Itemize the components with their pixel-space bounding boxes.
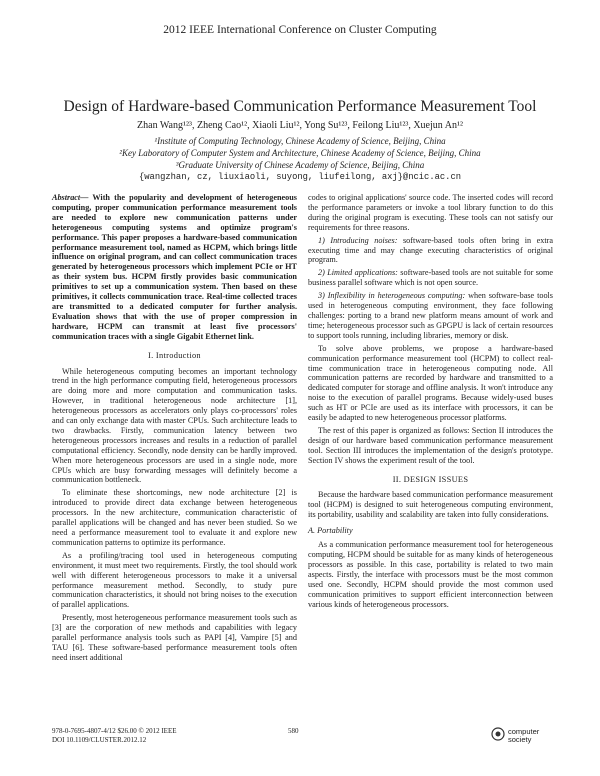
reason-label: 3) Inflexibility in heterogeneous computing: xyxy=(318,291,466,301)
abstract xyxy=(52,193,297,342)
intro-paragraph: Presently, most heterogeneous performance measurement tools such as [3] are the corporation of new methods and capabilities with legacy parallel performance analysis tools such as PAPI [4], Vampire [5] and TAU [6]. These software-based performance measurement tools often need insert additional xyxy=(52,613,297,662)
reason-text: software-based tools often bring in extra executing time and may change executing characteristics of original program. xyxy=(308,235,553,265)
intro-paragraph: As a profiling/tracing tool used in heterogeneous computing environment, it must meet two requirements. Firstly, the tool should work well with different heterogeneous processors to make it a universal performance measurement method. Secondly, to study pure communication characteristics, it should not bring noises to the execution of parallel applications. xyxy=(52,550,297,610)
reason-item xyxy=(308,291,553,341)
author-list: Zhan Wang¹²³, Zheng Cao¹², Xiaoli Liu¹², Yong Su¹²³, Feilong Liu¹²³, Xuejun An¹² xyxy=(137,120,463,131)
body-paragraph: codes to original applications' source code. The inserted codes will record the performance parameters or invoke a tool library function to do this during the original program is executing. These tools can not satisfy our requirements for three reasons. xyxy=(308,193,553,232)
body-paragraph: As a communication performance measurement tool for heterogeneous computing, HCPM should be suitable for as many kinds of heterogeneous processors as possible. In this case, portability is related to two main aspects. Firstly, the interface with processors must be the most common used one. Secondly, HCPM should provide the most common used communication primitives to support efficient interconnection between various kinds of heterogeneous processors. xyxy=(308,540,553,609)
reason-item xyxy=(308,236,553,266)
page-number: 580 xyxy=(288,727,299,735)
paper-title: Design of Hardware-based Communication Performance Measurement Tool xyxy=(63,98,537,115)
subsection-heading-portability: A. Portability xyxy=(308,526,353,536)
affiliation-1: ¹Institute of Computing Technology, Chinese Academy of Science, Beijing, China xyxy=(154,136,446,146)
section-heading-design: II. DESIGN ISSUES xyxy=(392,474,469,484)
affiliation-2: ²Key Laboratory of Computer System and Architecture, Chinese Academy of Science, Beijing, China xyxy=(119,148,481,158)
reason-text: when software-base tools used in heterogeneous computing environment, they face following challenges: porting to a brand new platform means amount of work and time; heterogeneous processor such as GPGPU is lack of certain resources to support tools running, including libraries, memory or disk. xyxy=(308,291,553,340)
abstract-text: With the popularity and development of heterogeneous computing, proper communication performance measurement tools are needed to explore new communication patterns under heterogeneous computing systems and optimize program's performance. This paper proposes a hardware-based communication performance measurement tool, named as HCPM, which brings little influence on original program, and can collect communication traces generated by heterogeneous processors which implement PCIe or HT as their system bus. HCPM firstly provides basic communication primitives to set up a communication system. Then based on these primitives, it collects communication trace. Real-time collected traces are transmitted to a dedicated computer for further analysis. Evaluation shows that with the use of proper compression in hardware, HCPM can transmit at least five processors' communication traces with a single Gigabit Ethernet link. xyxy=(52,193,297,341)
logo-line-computer: computer xyxy=(508,727,540,736)
left-column xyxy=(52,193,297,666)
reason-text: software-based tools are not suitable for some business parallel software which is not open source. xyxy=(308,268,553,288)
footer-copyright xyxy=(52,727,177,745)
logo-line-society: society xyxy=(508,734,532,744)
reason-label: 1) Introducing noises: xyxy=(318,235,398,245)
reason-item xyxy=(308,268,553,288)
footer-doi: DOI 10.1109/CLUSTER.2012.12 xyxy=(52,736,147,744)
reason-label: 2) Limited applications: xyxy=(318,268,398,278)
intro-paragraph: To eliminate these shortcomings, new node architecture [2] is introduced to provide direct data exchange between heterogeneous processors. In the new architecture, communication characteristic of parallel applications will be changed and has never been studied. So we need a performance measurement tool to evaluate it and explore new communication patterns to optimize its performance. xyxy=(52,488,297,547)
intro-paragraph: While heterogeneous computing becomes an important technology trend in the high performance computing field, heterogeneous processors are doing more and more computation and communication tasks. However, in traditional heterogeneous node architecture [1], heterogeneous processors as accelerators only plays co-processors' roles and can only exchange data with master CPUs. Such architecture leads to two drawbacks. Firstly, communication latency between two heterogeneous processors increases and results in a reduction of parallel computational efficiency. Secondly, node density can be hardly improved. When more heterogeneous processors are used in a single node, more CPUs which are busy forwarding messages will definitely become a communication bottleneck. xyxy=(52,366,297,485)
right-column xyxy=(308,193,553,612)
conference-header: 2012 IEEE International Conference on Cluster Computing xyxy=(163,24,437,36)
abstract-label: Abstract— xyxy=(52,193,89,202)
footer-isbn: 978-0-7695-4807-4/12 $26.00 © 2012 IEEE xyxy=(52,727,177,735)
computer-society-logo xyxy=(488,718,558,748)
author-emails: {wangzhan, cz, liuxiaoli, suyong, liufeilong, axj}@ncic.ac.cn xyxy=(138,172,462,182)
section-heading-introduction: I. Introduction xyxy=(148,350,201,360)
body-paragraph: To solve above problems, we propose a hardware-based communication performance measurement tool (HCPM) to collect real-time communication trace in heterogeneous computing node. All communication patterns are recorded by hardware and transmitted to a dedicated computer for storage and offline analysis. It won't introduce any noise to the execution of parallel programs. Because widely-used buses such as HT or PCIe are used as its interface with processors, it can be easily be adapted to new heterogeneous processor platforms. xyxy=(308,343,553,423)
body-paragraph: The rest of this paper is organized as follows: Section II introduces the design of our hardware based communication performance measurement tool. Section III introduces the implementation of the design's prototype. Section IV shows the experiment result of the tool. xyxy=(308,425,553,465)
computer-society-icon xyxy=(491,727,505,741)
body-paragraph: Because the hardware based communication performance measurement tool (HCPM) is designed to suit heterogeneous computing environment, its portability, usability and scalability are taken into fully considerations. xyxy=(308,490,553,520)
affiliation-3: ³Graduate University of Chinese Academy of Science, Beijing, China xyxy=(175,160,425,170)
